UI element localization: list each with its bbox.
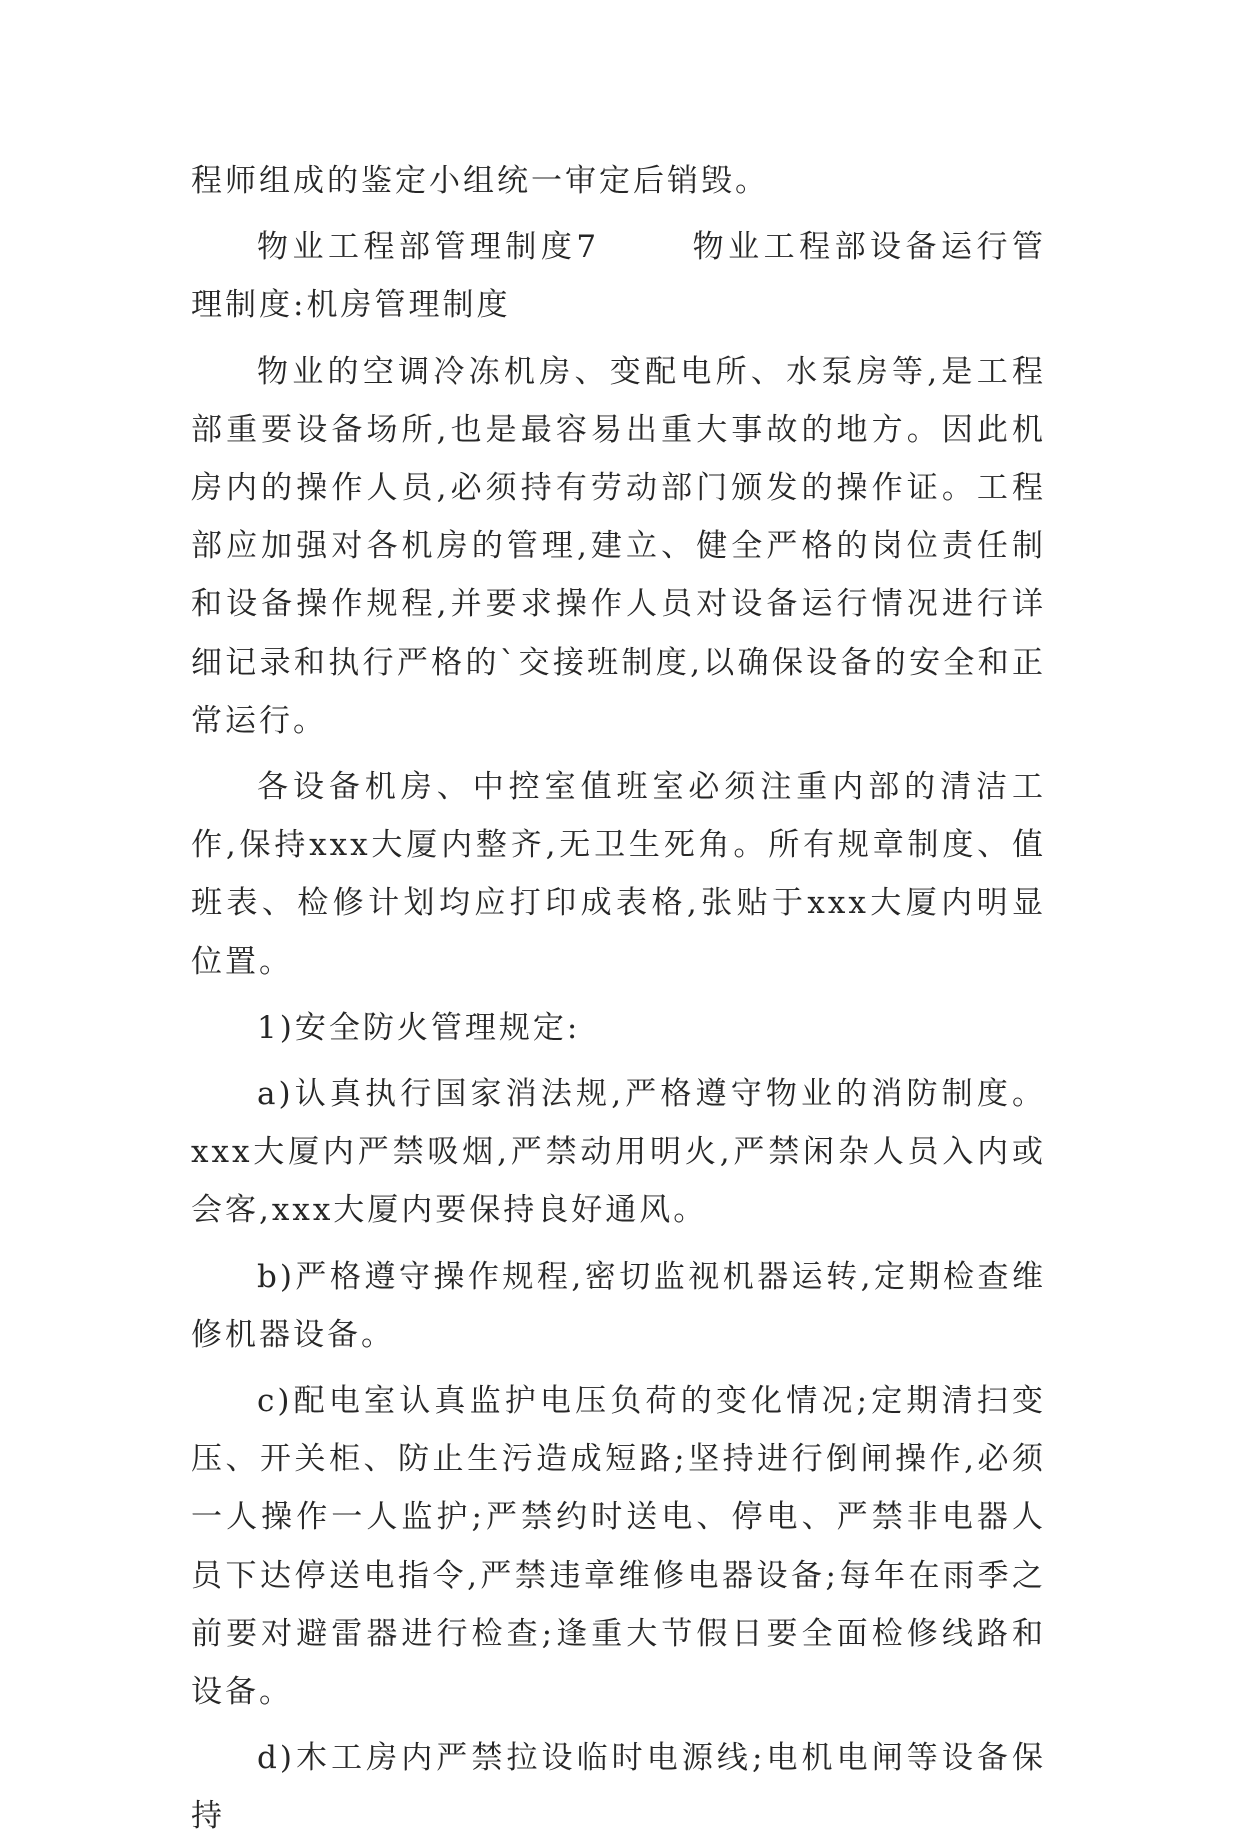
paragraph-cleaning: 各设备机房、中控室值班室必须注重内部的清洁工作,保持xxx大厦内整齐,无卫生死角。所有规章制度、值班表、检修计划均应打印成表格,张贴于xxx大厦内明显位置。 xyxy=(191,769,1046,980)
paragraph-rule-a: a)认真执行国家消法规,严格遵守物业的消防制度。xxx大厦内严禁吸烟,严禁动用明火,严禁闲杂人员入内或会客,xxx大厦内要保持良好通风。 xyxy=(191,1076,1046,1229)
paragraph-rule-d: d)木工房内严禁拉设临时电源线;电机电闸等设备保持 xyxy=(191,1740,1046,1835)
paragraph-section-heading xyxy=(191,218,1046,334)
paragraph-rule-c: c)配电室认真监护电压负荷的变化情况;定期清扫变压、开关柜、防止生污造成短路;坚持进行倒闸操作,必须一人操作一人监护;严禁约时送电、停电、严禁非电器人员下达停送电指令,严禁违章维修电器设备;每年在雨季之前要对避雷器进行检查;逢重大节假日要全面检修线路和设备。 xyxy=(191,1383,1046,1711)
paragraph-fire-safety-heading: 1)安全防火管理规定: xyxy=(257,1009,581,1046)
section-subtitle: 物业工程部设备运行管理制度:机房管理制度 xyxy=(191,229,1047,324)
paragraph-machine-room-intro: 物业的空调冷冻机房、变配电所、水泵房等,是工程部重要设备场所,也是最容易出重大事故的地方。因此机房内的操作人员,必须持有劳动部门颁发的操作证。工程部应加强对各机房的管理,建立、健全严格的岗位责任制和设备操作规程,并要求操作人员对设备运行情况进行详细记录和执行严格的`交接班制度,以确保设备的安全和正常运行。 xyxy=(191,353,1046,739)
document-body xyxy=(191,152,1046,1846)
paragraph-continuation: 程师组成的鉴定小组统一审定后销毁。 xyxy=(191,163,769,199)
paragraph-rule-b: b)严格遵守操作规程,密切监视机器运转,定期检查维修机器设备。 xyxy=(191,1258,1046,1353)
section-title: 物业工程部管理制度7 xyxy=(257,229,600,266)
